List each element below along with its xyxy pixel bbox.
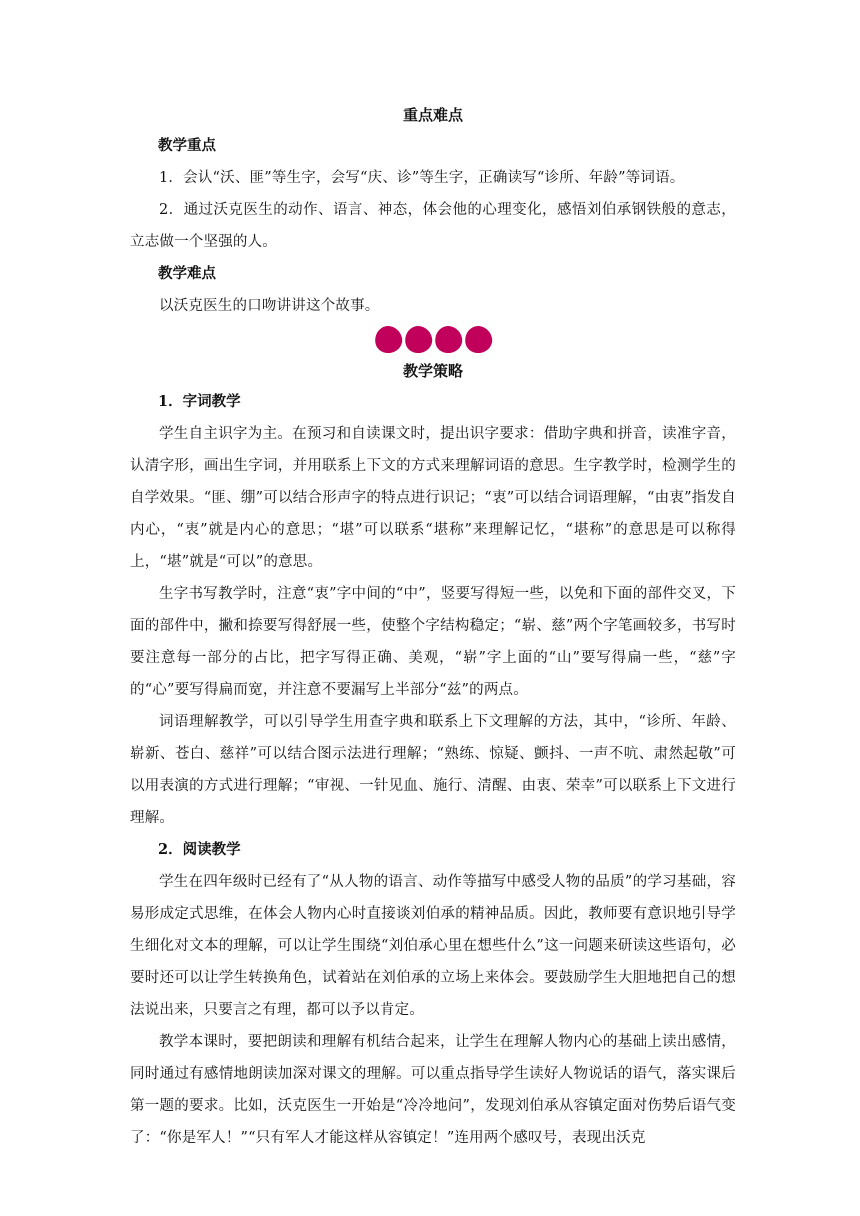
reading-paragraph-1: 学生在四年级时已经有了“从人物的语言、动作等描写中感受人物的品质”的学习基础，容易形成定式思维，在体会人物内心时直接谈刘伯承的精神品质。因此，教师要有意识地引导学生细化对文本的理解，可以让学生围绕“刘伯承心里在想些什么”这一问题来研读这些语句，必要时还可以让学生转换角色，试着站在刘伯承的立场上来体会。要鼓励学生大胆地把自己的想法说出来，只要言之有理，都可以予以肯定。 [130, 874, 736, 1018]
petal-icon [432, 323, 464, 355]
document-body [130, 100, 736, 1154]
petal-icon [462, 323, 494, 355]
difficulty-heading: 教学难点 [158, 265, 216, 282]
vocab-paragraph-2: 生字书写教学时，注意“衷”字中间的“中”，竖要写得短一些，以免和下面的部件交叉，下面的部件中，撇和捺要写得舒展一些，使整个字结构稳定；“崭、慈”两个字笔画较多，书写时要注意每一部分的占比，把字写得正确、美观，“崭”字上面的“山”要写得扁一些，“慈”字的“心”要写得扁而宽，并注意不要漏写上半部分“兹”的两点。 [130, 586, 736, 698]
vocab-teaching-heading: 1．字词教学 [158, 393, 241, 410]
decorative-petals [130, 326, 736, 356]
section-title-focus: 重点难点 [402, 106, 463, 124]
reading-teaching-heading: 2．阅读教学 [158, 841, 241, 858]
key-point-1: 1．会认“沃、匪”等生字，会写“庆、诊”等生字，正确读写“诊所、年龄”等词语。 [159, 170, 685, 186]
petal-icon [402, 323, 434, 355]
vocab-paragraph-1: 学生自主识字为主。在预习和自读课文时，提出识字要求：借助字典和拼音，读准字音，认清字形，画出生字词，并用联系上下文的方式来理解词语的意思。生字教学时，检测学生的自学效果。“匪、绷”可以结合形声字的特点进行识记；“衷”可以结合词语理解，“由衷”指发自内心，“衷”就是内心的意思；“堪”可以联系“堪称”来理解记忆，“堪称”的意思是可以称得上，“堪”就是“可以”的意思。 [130, 426, 736, 570]
section-title-strategy: 教学策略 [402, 362, 463, 380]
difficulty-text: 以沃克医生的口吻讲讲这个故事。 [159, 298, 380, 314]
vocab-paragraph-3: 词语理解教学，可以引导学生用查字典和联系上下文理解的方法，其中，“诊所、年龄、崭新、苍白、慈祥”可以结合图示法进行理解；“熟练、惊疑、颤抖、一声不吭、肃然起敬”可以用表演的方式进行理解；“审视、一针见血、施行、清醒、由衷、荣幸”可以联系上下文进行理解。 [130, 714, 736, 826]
petal-icon [372, 323, 404, 355]
key-point-2: 2．通过沃克医生的动作、语言、神态，体会他的心理变化，感悟刘伯承钢铁般的意志，立志做一个坚强的人。 [130, 202, 736, 250]
reading-paragraph-2: 教学本课时，要把朗读和理解有机结合起来，让学生在理解人物内心的基础上读出感情，同时通过有感情地朗读加深对课文的理解。可以重点指导学生读好人物说话的语气，落实课后第一题的要求。比如，沃克医生一开始是“冷冷地问”，发现刘伯承从容镇定面对伤势后语气变了：“你是军人！”“只有军人才能这样从容镇定！”连用两个感叹号，表现出沃克 [130, 1034, 736, 1146]
key-points-heading: 教学重点 [158, 137, 216, 154]
